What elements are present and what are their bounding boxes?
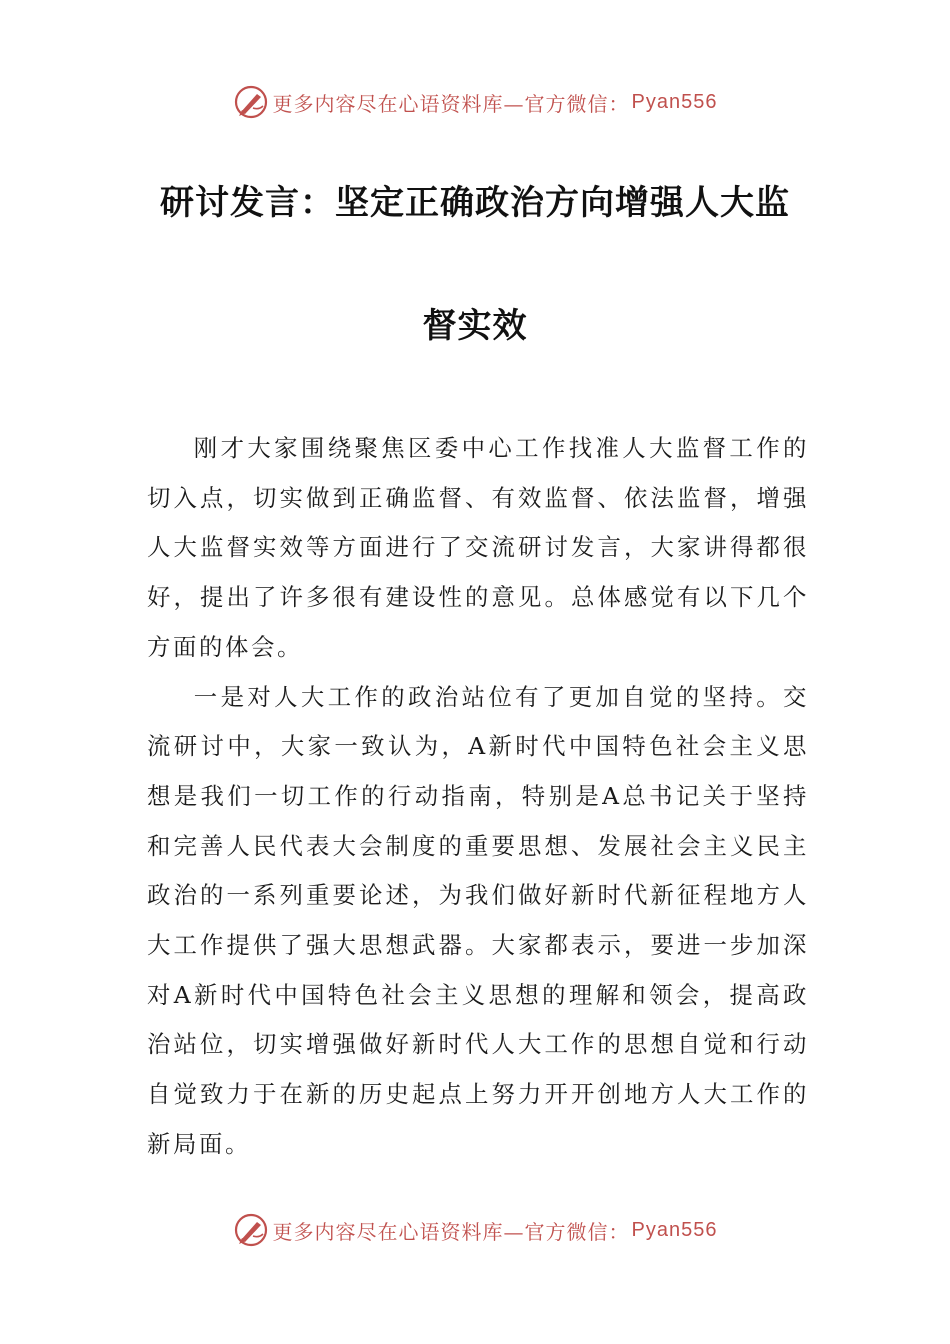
header-banner xyxy=(0,82,950,122)
banner-wechat-id: Pyan556 xyxy=(631,90,718,113)
document-title-line1: 研讨发言：坚定正确政治方向增强人大监 xyxy=(160,183,790,223)
paragraph-1: 刚才大家围绕聚焦区委中心工作找准人大监督工作的切入点，切实做到正确监督、有效监督、依法监督，增强人大监督实效等方面进行了交流研讨发言，大家讲得都很好，提出了许多很有建设性的意见。总体感觉有以下几个方面的体会。 xyxy=(147,434,809,661)
pen-circle-logo-icon xyxy=(233,84,269,120)
paragraph-2: 一是对人大工作的政治站位有了更加自觉的坚持。交流研讨中，大家一致认为，A新时代中国特色社会主义思想是我们一切工作的行动指南，特别是A总书记关于坚持和完善人民代表大会制度的重要思想、发展社会主义民主政治的一系列重要论述，为我们做好新时代新征程地方人大工作提供了强大思想武器。大家都表示，要进一步加深对A新时代中国特色社会主义思想的理解和领会，提高政治站位，切实增强做好新时代人大工作的思想自觉和行动自觉致力于在新的历史起点上努力开开创地方人大工作的新局面。 xyxy=(147,682,809,1158)
document-title-line2: 督实效 xyxy=(422,306,528,346)
pen-circle-logo-icon xyxy=(233,1212,269,1248)
document-body xyxy=(147,424,809,1170)
banner-text: 更多内容尽在心语资料库—官方微信： xyxy=(272,91,630,116)
footer-banner xyxy=(0,1210,950,1250)
banner-text: 更多内容尽在心语资料库—官方微信： xyxy=(272,1219,630,1244)
banner-wechat-id: Pyan556 xyxy=(631,1218,718,1241)
